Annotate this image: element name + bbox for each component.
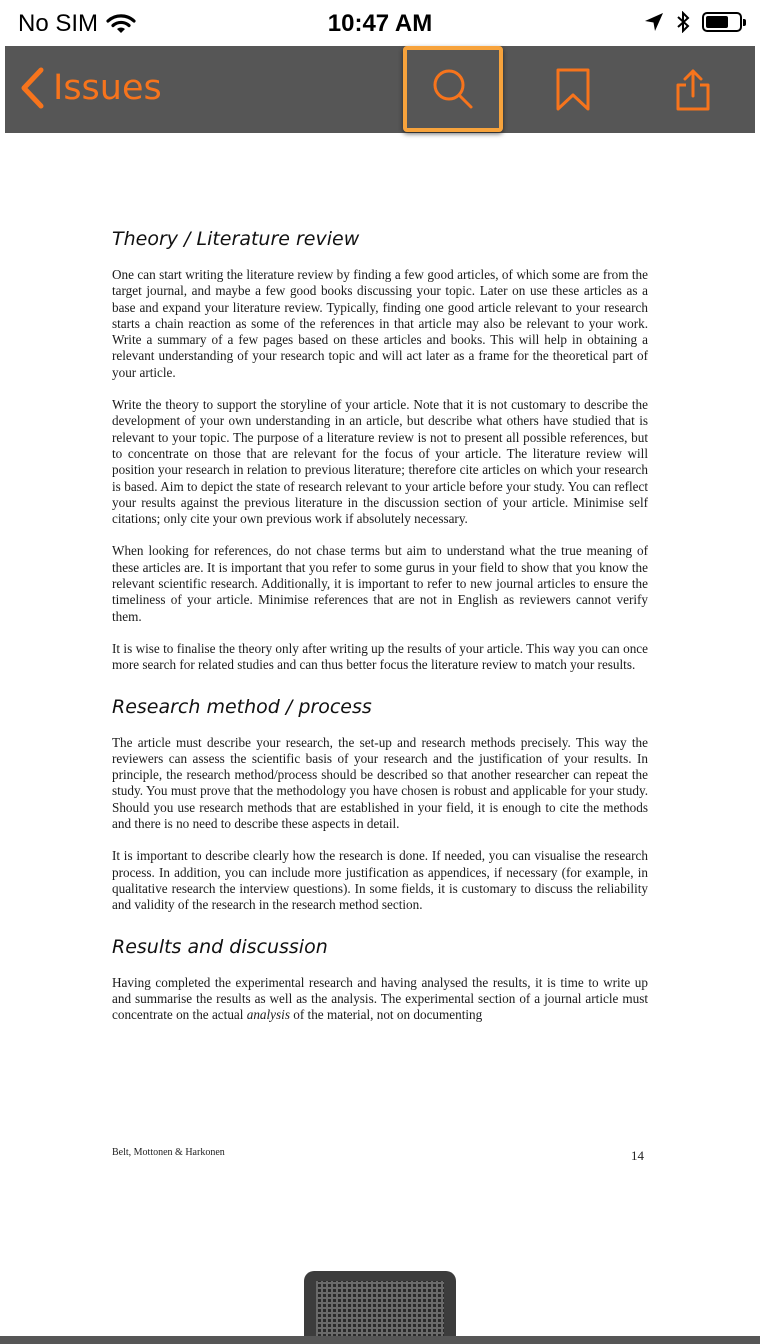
bluetooth-icon <box>676 11 690 33</box>
paragraph: The article must describe your research, the set-up and research methods precisely. This way the reviewers can assess the scientific basis of your research and the justification of your results. In principle, the research method/process should be described so that another researcher can repeat the study. You must prove that the methodology you have chosen is robust and applicable for your study. Should you use research methods that are established in your field, it is enough to cite the methods and there is no need to describe these aspects in detail. <box>112 734 648 832</box>
emphasis-text: analysis <box>246 1007 290 1023</box>
navigation-bar <box>5 46 755 133</box>
status-right-group <box>644 11 742 33</box>
paragraph-text: Having completed the experimental research and having analysed the results, it is time to write up and summarise the results as well as the analysis. The experimental section of a journal article must concentrate on the actual <box>112 974 648 1023</box>
section-heading: Results and discussion <box>112 935 328 958</box>
document-page <box>112 228 648 1039</box>
bookmark-button[interactable] <box>543 62 603 118</box>
paragraph: One can start writing the literature review by finding a few good articles, of which some are from the target journal, and maybe a few good books discussing your topic. Later on use these articles as a base and expand your literature review. Typically, finding one good article relevant to your research starts a chain reaction as some of the references in that article may also be relevant to your work. Write a summary of a few pages based on these articles and books. This will help in obtaining a relevant understanding of your research topic and will act later as a frame for the theoretical part of your article. <box>112 267 648 380</box>
search-button[interactable] <box>403 46 503 132</box>
page-thumbnail-strip[interactable] <box>316 1281 444 1344</box>
search-icon <box>431 67 475 111</box>
paragraph <box>112 975 648 1024</box>
section-heading: Research method / process <box>112 695 372 718</box>
location-arrow-icon <box>644 12 664 32</box>
bookmark-icon <box>555 68 591 112</box>
page-scrubber-handle[interactable] <box>304 1271 456 1344</box>
back-button[interactable] <box>19 66 162 110</box>
paragraph: It is important to describe clearly how the research is done. If needed, you can visualise the research process. In addition, you can include more justification as appendices, if necessary (for example, in qualitative research the interview questions). In some fields, it is customary to discuss the reliability and validity of the research in the research method section. <box>112 848 648 913</box>
status-bar <box>0 0 760 50</box>
clock: 10:47 AM <box>327 10 433 37</box>
battery-fill <box>706 16 728 28</box>
share-button[interactable] <box>663 62 723 118</box>
chevron-left-icon <box>19 66 45 110</box>
battery-icon <box>702 12 742 32</box>
paragraph: Write the theory to support the storyline of your article. Note that it is not customary to describe the development of your own understanding in an article, but describe what others have studied that is relevant to your topic. The purpose of a literature review is not to present all possible references, but to concentrate on those that are relevant for the focus of your article. The literature review will position your research in relation to previous literature; therefore cite articles on which your research is based. Aim to depict the state of research relevant to your article before your study. You can reflect your results against the previous literature in the discussion section of your article. Minimise self citations; only cite your own previous work if absolutely necessary. <box>112 397 648 527</box>
back-label: Issues <box>53 68 162 108</box>
share-icon <box>675 68 711 112</box>
section-heading: Theory / Literature review <box>112 228 360 250</box>
paragraph-text: of the material, not on documenting <box>289 1007 483 1023</box>
bottom-bar <box>0 1336 760 1344</box>
paragraph: It is wise to finalise the theory only after writing up the results of your article. This way you can once more search for related studies and can thus better focus the literature review to match your results. <box>112 640 648 673</box>
page-footer-authors: Belt, Mottonen & Harkonen <box>112 1147 225 1158</box>
page-number: 14 <box>631 1148 644 1163</box>
carrier-label: No SIM <box>18 10 99 37</box>
paragraph: When looking for references, do not chase terms but aim to understand what the true meaning of these articles are. It is important that you refer to some gurus in your field to show that you know the relevant scientific research. Additionally, it is important to refer to new journal articles to ensure the timeliness of your article. Minimise references that are not in English as reviewers cannot verify them. <box>112 543 648 624</box>
